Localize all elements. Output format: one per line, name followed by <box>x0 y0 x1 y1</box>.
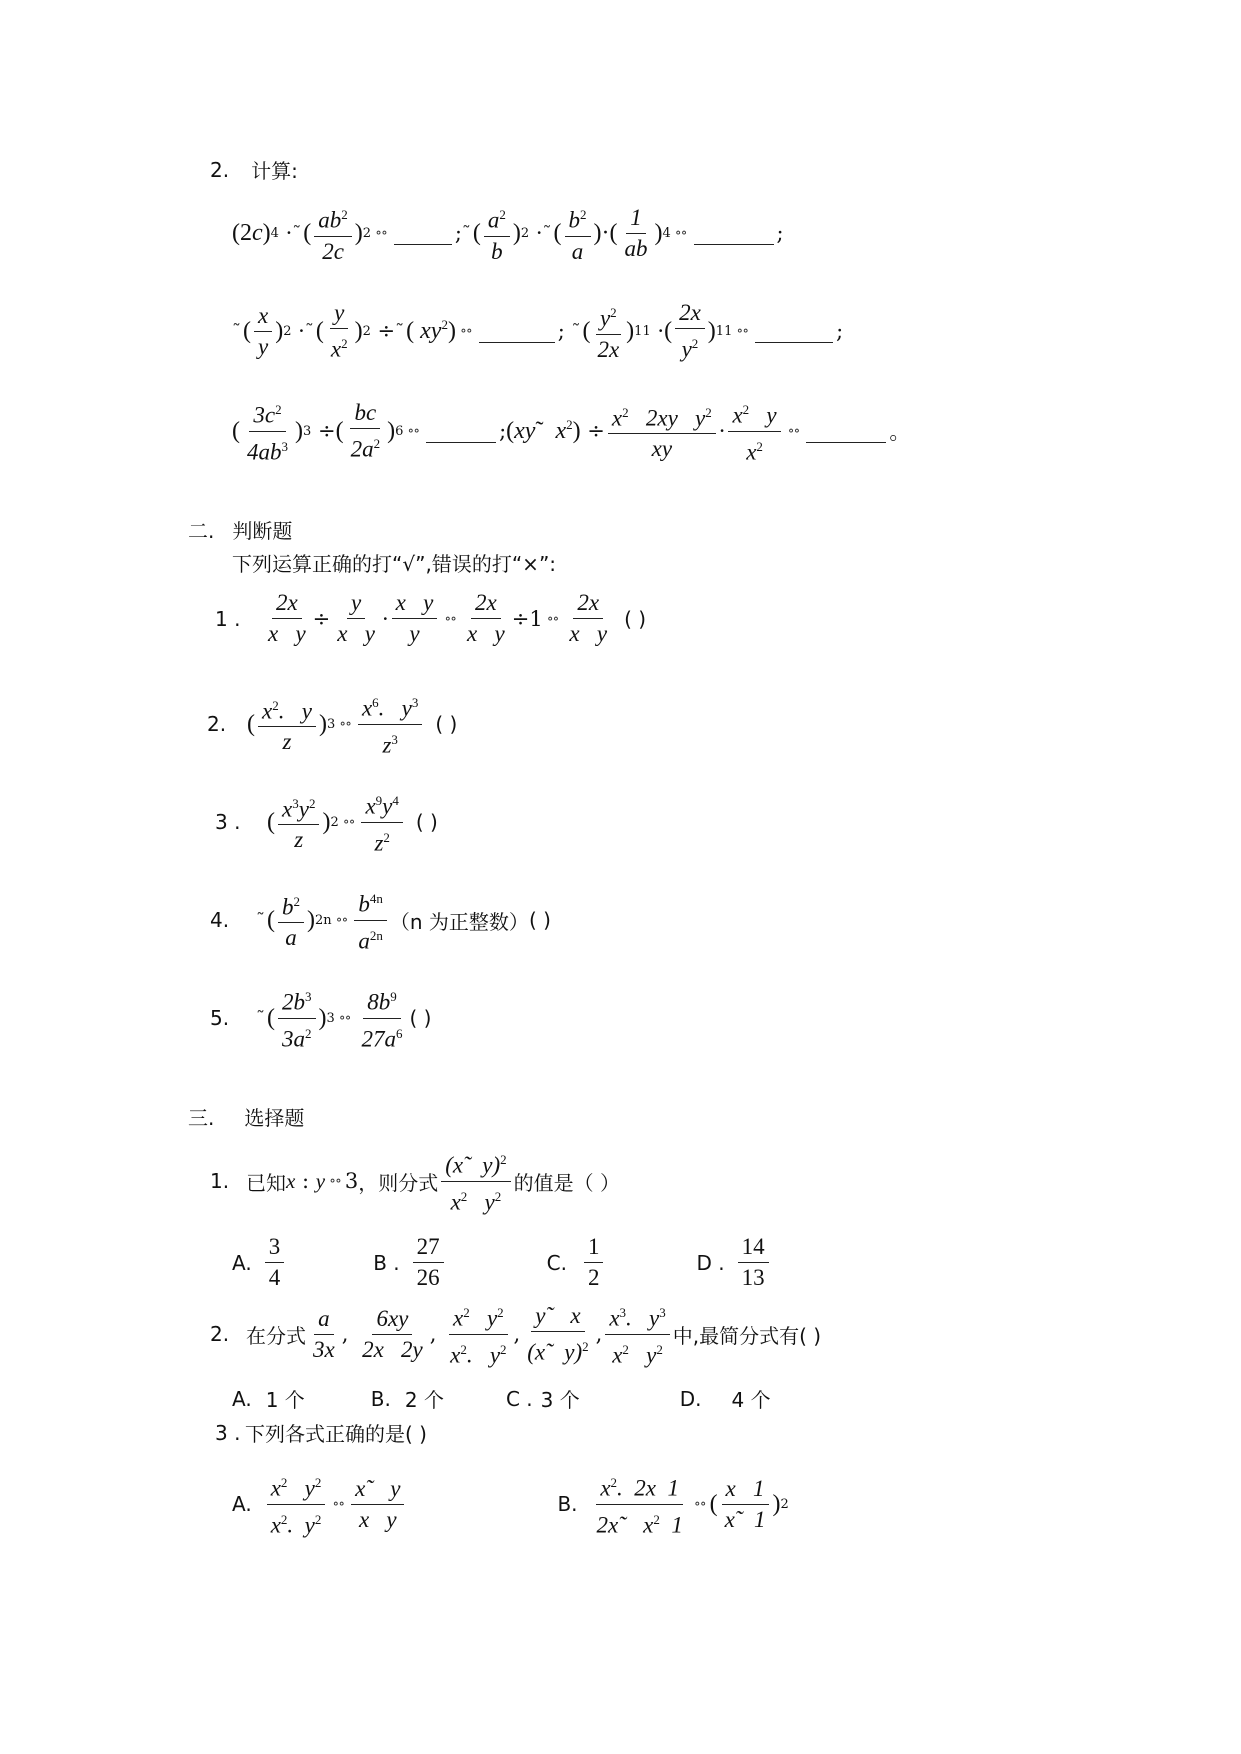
answer-paren[interactable]: ( ) <box>528 908 551 933</box>
end-mark: 。 <box>889 420 911 445</box>
q3-option-b[interactable]: B. $\frac{x^2. 2x 1}{2x˜ x^2 1}$ ∘∘ ( $\frac{x 1}{x˜ 1}$ ) 2 <box>557 1468 788 1540</box>
fraction: $\frac{27}{26}$ <box>413 1232 444 1293</box>
calc-row-1: (2c) 4 · ˜ ( $\frac{ab^2}{2c}$ ) 2 ∘∘ ; ˜ ( $\frac{a^2}{b}$ ) 2 · ˜ ( $\frac{b^2}{a}$ )·( $\frac{1}{ab}$ ) 4 ∘∘ ; <box>232 200 784 267</box>
calc-heading-text: 计算: <box>251 159 298 183</box>
fraction: $\frac{b^{4n}}{a^{2n}}$ <box>354 884 387 956</box>
option-label: A. <box>232 1386 252 1411</box>
answer-paren[interactable]: ( ) <box>435 712 458 737</box>
fraction: $\frac{y}{x^2}$ <box>330 300 348 362</box>
q1-option-a[interactable] <box>232 1232 287 1293</box>
q1-prefix: 已知 <box>246 1170 286 1195</box>
item-number: 2. <box>207 712 227 737</box>
q3-number: 3 . <box>215 1420 241 1445</box>
fraction: $\frac{8b^9}{27a^6}$ <box>358 982 407 1054</box>
answer-paren[interactable]: ( ) <box>624 606 647 631</box>
calc-row-3: ( $\frac{3c^2}{4ab^3}$ ) 3 ÷ ( $\frac{bc}{2a^2}$ ) 6 ∘∘ ; (xy˜ $x^2$) ÷ $\frac{x^2 2xy y^2}{xy}$ · $\frac{x^2 y}{x^2}$ ∘∘ 。 <box>232 395 910 467</box>
fraction: $\frac{x^9y^4}{z^2}$ <box>361 786 402 858</box>
judge-item-2: 2. ( $\frac{x^2. y}{z}$ ) 3 ∘∘ $\frac{x^6. y^3}{z^3}$ ( ) <box>207 688 457 760</box>
answer-paren[interactable]: ( ) <box>409 1006 432 1031</box>
fraction: $\frac{x˜ y}{\text{x y}}$ <box>351 1474 404 1535</box>
option-text: 4 个 <box>731 1388 771 1412</box>
fraction: $\frac{x^2 y^2}{x^2. y^2}$ <box>446 1298 510 1370</box>
blank-separator: ; <box>836 319 844 344</box>
judge-item-1: 1 . $\frac{2x}{\text{x y}}$ ÷ $\frac{y}{\text{x y}}$ · $\frac{\text{x y}}{y}$ ∘∘ $\frac{2x}{\text{x y}}$ ÷1 ∘∘ $\frac{2x}{\text{x y}}$ ( ) <box>215 588 646 649</box>
fraction: $\frac{a^2}{b}$ <box>484 200 510 267</box>
blank-separator: ; <box>776 221 784 246</box>
fraction: $\frac{y^2}{2x}$ <box>593 298 623 365</box>
choice-q2-options <box>232 1384 831 1413</box>
option-label: D. <box>679 1386 702 1411</box>
option-text: 2 个 <box>404 1388 444 1412</box>
fraction: $\frac{\text{x y}}{y}$ <box>392 588 438 649</box>
fraction: $\frac{2x}{\text{x y}}$ <box>467 590 505 646</box>
choice-q3-options <box>232 1468 849 1540</box>
q2-option-d[interactable] <box>680 1384 771 1413</box>
blank-separator: ; <box>454 221 462 246</box>
fraction: $\frac{b^2}{a}$ <box>278 887 304 954</box>
fraction: $\frac{x^2 y^2}{x^2. y^2}$ <box>267 1468 326 1540</box>
q1-mid: ，则分式 <box>358 1170 439 1195</box>
choice-heading-text: 选择题 <box>244 1106 305 1130</box>
fraction: $\frac{2x}{y^2}$ <box>675 298 705 365</box>
option-label: B . <box>373 1250 400 1275</box>
q2-option-a[interactable] <box>232 1384 305 1413</box>
choice-q1-options <box>232 1232 832 1293</box>
option-label: C . <box>505 1386 533 1411</box>
option-label: B. <box>557 1492 578 1517</box>
q1-number: 1. <box>210 1169 230 1194</box>
answer-paren[interactable]: ( ) <box>415 810 438 835</box>
judge-heading <box>188 515 292 544</box>
fraction: $\frac{(x˜ y)^2}{x^2 y^2}$ <box>441 1145 510 1217</box>
q1-option-b[interactable] <box>373 1232 446 1293</box>
fraction: $\frac{ab^2}{2c}$ <box>314 200 352 267</box>
item-number: 5. <box>210 1006 230 1031</box>
choice-q1: 1. 已知 x : y ∘∘ 3 ，则分式 $\frac{(x˜ y)^2}{x^2 y^2}$ 的值是（ ） <box>210 1145 620 1217</box>
q1-option-c[interactable] <box>547 1232 607 1293</box>
judge-heading-num: 二. <box>188 519 215 543</box>
q2-option-b[interactable] <box>371 1384 444 1413</box>
option-label: C. <box>546 1250 567 1275</box>
q2-suffix[interactable]: 中,最简分式有( ) <box>672 1323 822 1348</box>
item-number: 3 . <box>215 810 241 835</box>
fraction: $\frac{x^2. y}{z}$ <box>258 691 316 758</box>
calc-row-2: ˜ ( $\frac{x}{y}$ ) 2 · ˜ ( $\frac{y}{x^2}$ ) 2 ÷ ˜ ( $xy^2$) ∘∘ ; ˜ ( $\frac{y^2}{2x}$ ) 11 · ( $\frac{2x}{y^2}$ ) 11 ∘∘ ; <box>232 298 843 365</box>
judge-instruction: 下列运算正确的打“√”,错误的打“×”: <box>232 552 557 576</box>
judge-item-4: 4. ˜ ( $\frac{b^2}{a}$ ) 2n ∘∘ $\frac{b^{4n}}{a^{2n}}$ （n 为正整数） ( ) <box>210 884 551 956</box>
q1-suffix[interactable]: 的值是（ ） <box>513 1170 620 1195</box>
option-text: 1 个 <box>265 1388 305 1412</box>
fraction: $\frac{2x}{\text{x y}}$ <box>569 590 608 646</box>
fraction: $\frac{a}{3x}$ <box>313 1305 335 1362</box>
fraction: $\frac{x^3. y^3}{x^2 y^2}$ <box>605 1298 669 1370</box>
answer-blank[interactable] <box>426 420 496 443</box>
fraction: $\frac{2b^3}{3a^2}$ <box>278 982 316 1054</box>
choice-heading <box>188 1102 304 1131</box>
item-number: 1 . <box>215 606 241 631</box>
fraction: $\frac{x^2. 2x 1}{2x˜ x^2 1}$ <box>593 1468 687 1540</box>
option-label: B. <box>370 1386 391 1411</box>
fraction: $\frac{x^6. y^3}{z^3}$ <box>358 688 422 760</box>
answer-blank[interactable] <box>806 420 886 443</box>
answer-blank[interactable] <box>394 222 452 245</box>
calc-heading <box>210 155 298 184</box>
fraction: $\frac{x^3y^2}{z}$ <box>278 789 319 856</box>
judge-item-3: 3 . ( $\frac{x^3y^2}{z}$ ) 2 ∘∘ $\frac{x^9y^4}{z^2}$ ( ) <box>215 786 438 858</box>
answer-blank[interactable] <box>479 320 555 343</box>
choice-heading-num: 三. <box>188 1106 215 1130</box>
fraction: $\frac{1}{2}$ <box>584 1232 604 1293</box>
fraction: $\frac{x}{y}$ <box>254 301 272 362</box>
fraction: $\frac{2x}{\text{x y}}$ <box>268 590 306 646</box>
option-label: A. <box>232 1492 252 1517</box>
q2-number: 2. <box>210 1322 230 1347</box>
judge-item-5: 5. ˜ ( $\frac{2b^3}{3a^2}$ ) 3 ∘∘ $\frac{8b^9}{27a^6}$ ( ) <box>210 982 431 1054</box>
fraction: $\frac{bc}{2a^2}$ <box>350 399 381 462</box>
fraction: $\frac{3c^2}{4ab^3}$ <box>243 395 292 467</box>
fraction: $\frac{14}{13}$ <box>738 1232 769 1293</box>
fraction: $\frac{x 1}{x˜ 1}$ <box>721 1474 770 1535</box>
option-label: A. <box>232 1250 252 1275</box>
answer-blank[interactable] <box>755 320 833 343</box>
option-label: D . <box>696 1250 725 1275</box>
choice-q3 <box>215 1418 427 1447</box>
fraction: $\frac{y}{\text{x y}}$ <box>337 590 375 646</box>
fraction: $\frac{1}{ab}$ <box>624 204 648 261</box>
answer-blank[interactable] <box>694 222 774 245</box>
judge-heading-text: 判断题 <box>232 519 293 543</box>
note-positive-integer: （n 为正整数） <box>389 909 529 934</box>
fraction: $\frac{b^2}{a}$ <box>565 200 591 267</box>
option-text: 3 个 <box>540 1388 580 1412</box>
q2-option-c[interactable] <box>506 1384 580 1413</box>
q1-option-d[interactable] <box>696 1232 771 1293</box>
q2-prefix: 在分式 <box>246 1323 306 1348</box>
q3-text[interactable]: 下列各式正确的是( ) <box>245 1422 427 1446</box>
fraction: $\frac{3}{4}$ <box>265 1232 285 1293</box>
fraction: $\frac{x^2 y}{x^2}$ <box>728 395 780 467</box>
calc-heading-num: 2. <box>210 157 230 182</box>
choice-q2: 2. 在分式 $\frac{a}{3x}$ , $\frac{6xy}{2x 2y}$ , $\frac{x^2 y^2}{x^2. y^2}$ , $\frac{y˜ x}{(x˜ y)^2}$ , $\frac{x^3. y^3}{x^2 y^2}$ 中,最简分式有( ) <box>210 1298 821 1370</box>
blank-separator: ; <box>499 419 507 444</box>
fraction: $\frac{y˜ x}{(x˜ y)^2}$ <box>527 1302 589 1365</box>
blank-separator: ; <box>557 319 565 344</box>
q3-option-a[interactable]: A. $\frac{x^2 y^2}{x^2. y^2}$ ∘∘ $\frac{x˜ y}{\text{x y}}$ <box>232 1468 407 1540</box>
fraction: $\frac{6xy}{2x 2y}$ <box>362 1305 423 1362</box>
fraction: $\frac{x^2 2xy y^2}{xy}$ <box>608 398 716 465</box>
item-number: 4. <box>210 908 230 933</box>
